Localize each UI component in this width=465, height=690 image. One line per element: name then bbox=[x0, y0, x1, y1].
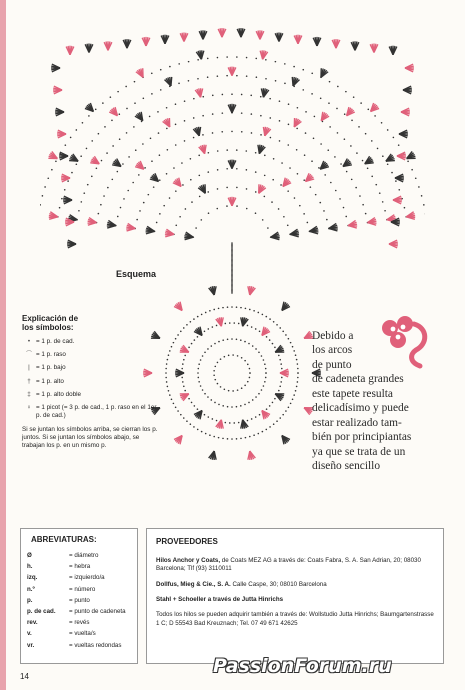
site-watermark: PassionForum.ru bbox=[213, 655, 392, 677]
abbreviations-title: ABREVIATURAS: bbox=[31, 535, 97, 544]
legend-title: Explicación de los símbolos: bbox=[22, 314, 79, 333]
legend-note: Si se juntan los símbolos arriba, se cierran los p. juntos. Si se juntan los símbolos abajo, se trabajan los p. en un mismo p. bbox=[22, 425, 158, 449]
diagram-caption: Esquema bbox=[116, 269, 157, 279]
legend-item: ‡ = 1 p. alto doble bbox=[22, 391, 162, 399]
supplier-entry: Todos los hilos se pueden adquirir también a través de: Wollstudio Jutta Hinrichs; Baumgartenstrasse 1 C; D 55543 Bad Kreuznach; Tel. 07 49 671 42625 bbox=[156, 611, 434, 627]
legend-item: † = 1 p. alto bbox=[22, 378, 162, 386]
abbr-row: vr. = vueltas redondas bbox=[27, 641, 122, 649]
intro-quote: Debido a los arcos de punto de cadeneta grandes este tapete resulta delicadísimo y puede estar realizado tam- bién por principiantas ya que se trata de un diseño sencillo bbox=[312, 330, 412, 473]
suppliers-title: PROVEEDORES bbox=[156, 537, 218, 546]
supplier-entry: Hilos Anchor y Coats, de Coats MEZ AG a través de: Coats Fabra, S. A. San Adrian, 20; 08030 Barcelona; Tlf (93) 3110011 bbox=[156, 556, 421, 573]
symbols-legend bbox=[22, 314, 162, 450]
legend-item: | = 1 p. bajo bbox=[22, 364, 162, 372]
single-crochet-icon: | bbox=[28, 364, 30, 372]
picot-icon: ♀ bbox=[26, 403, 32, 411]
legend-item: ♀ = 1 picot (= 3 p. de cad., 1 p. raso en el 1er p. de cad.) bbox=[22, 404, 162, 420]
treble-crochet-icon: ‡ bbox=[27, 390, 31, 398]
legend-item: ⌒ = 1 p. raso bbox=[22, 351, 162, 359]
abbreviations-box bbox=[20, 528, 138, 664]
abbr-row: p. de cad. = punto de cadeneta bbox=[27, 607, 126, 615]
legend-item: • = 1 p. de cad. bbox=[22, 338, 162, 346]
supplier-entry: Stahl + Schoeller a través de Jutta Hinrichs bbox=[156, 595, 284, 603]
supplier-entry: Dollfus, Mieg & Cie., S. A. Calle Caspe, 30; 08010 Barcelona bbox=[156, 580, 327, 588]
abbr-row: p. = punto bbox=[27, 596, 90, 604]
page-edge-strip bbox=[0, 0, 6, 690]
abbr-row: izq. = izquierdo/a bbox=[27, 574, 105, 582]
page-number: 14 bbox=[20, 672, 29, 681]
abbr-row: h. = hebra bbox=[27, 563, 91, 571]
abbr-row: n.º = número bbox=[27, 585, 96, 593]
chain-stitch-icon: • bbox=[27, 338, 31, 346]
double-crochet-icon: † bbox=[27, 377, 31, 385]
abbr-row: rev. = revés bbox=[27, 619, 90, 627]
suppliers-box bbox=[146, 528, 444, 664]
abbr-row: v. = vuelta/s bbox=[27, 630, 96, 638]
abbr-row: Ø = diámetro bbox=[27, 552, 99, 559]
slip-stitch-icon: ⌒ bbox=[25, 351, 33, 359]
